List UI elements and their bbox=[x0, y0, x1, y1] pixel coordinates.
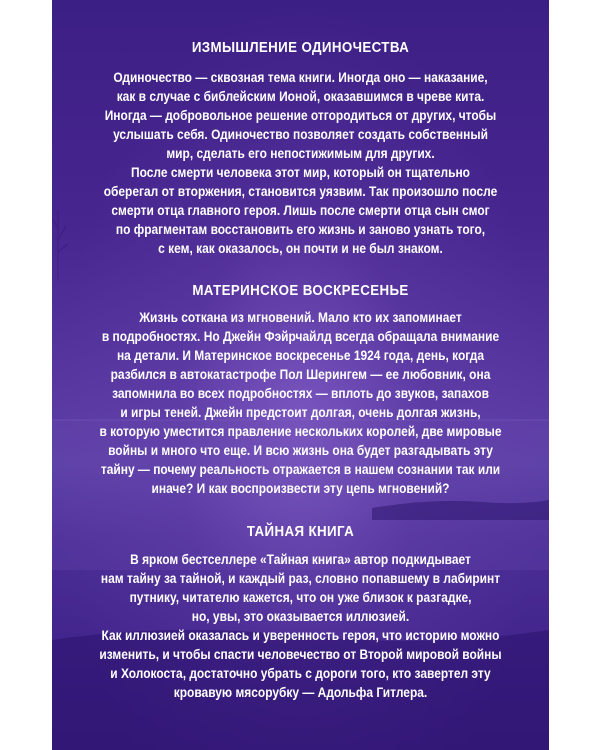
body-line: мир, сделать его непостижимым для других. bbox=[166, 146, 435, 161]
back-cover-text bbox=[52, 0, 549, 750]
body-line: с кем, как оказалось, он почти и не был знаком. bbox=[158, 241, 443, 256]
book-back-cover bbox=[52, 0, 549, 750]
body-line: кровавую мясорубку — Адольфа Гитлера. bbox=[173, 685, 428, 700]
body-line: но, увы, это оказывается иллюзией. bbox=[191, 609, 410, 624]
section-body-3 bbox=[52, 550, 549, 702]
section-heading-1: ИЗМЫШЛЕНИЕ ОДИНОЧЕСТВА bbox=[191, 40, 410, 56]
section-heading-3: ТАЙНАЯ КНИГА bbox=[246, 524, 355, 540]
body-line: и игры теней. Джейн предстоит долгая, очень долгая жизнь, bbox=[120, 405, 481, 420]
body-line: изменить, и чтобы спасти человечество от Второй мировой войны bbox=[99, 647, 502, 662]
body-line: нам тайну за тайной, и каждый раз, словно попавшему в лабиринт bbox=[100, 571, 501, 586]
body-line: смерти отца главного героя. Лишь после смерти отца сын смог bbox=[111, 203, 490, 218]
body-line: войны и много что еще. И всю жизнь она будет разгадывать эту bbox=[108, 443, 493, 458]
body-line: путнику, читателю кажется, что он уже близок к разгадке, bbox=[129, 590, 472, 605]
section-body-1 bbox=[52, 68, 549, 258]
body-line: тайну — почему реальность отражается в нашем сознании так или bbox=[100, 462, 501, 477]
body-line: После смерти человека этот мир, который он тщательно bbox=[131, 165, 470, 180]
section-heading-2: МАТЕРИНСКОЕ ВОСКРЕСЕНЬЕ bbox=[192, 283, 409, 299]
body-line: услышать себя. Одиночество позволяет создать собственный bbox=[113, 127, 488, 142]
body-line: по фрагментам восстановить его жизнь и заново узнать того, bbox=[115, 222, 486, 237]
body-line: в которую уместится правление нескольких королей, две мировые bbox=[99, 424, 502, 439]
body-line: как в случае с библейским Ионой, оказавшимся в чреве кита. bbox=[116, 89, 485, 104]
body-line: Иногда — добровольное решение отгородиться от других, чтобы bbox=[104, 108, 497, 123]
body-line: запомнила во всех подробностях — вплоть до звуков, запахов bbox=[112, 386, 489, 401]
body-line: и Холокоста, достаточно убрать с дороги того, кто завертел эту bbox=[110, 666, 491, 681]
section-body-2 bbox=[52, 308, 549, 498]
body-line: иначе? И как воспроизвести эту цепь мгновений? bbox=[151, 481, 450, 496]
body-line: разбился в автокатастрофе Пол Шерингем — ее любовник, она bbox=[110, 367, 491, 382]
body-line: Как иллюзией оказалась и уверенность героя, что историю можно bbox=[101, 628, 500, 643]
body-line: оберегал от вторжения, становится уязвим. Так произошло после bbox=[103, 184, 498, 199]
body-line: В ярком бестселлере «Тайная книга» автор подкидывает bbox=[130, 552, 471, 567]
body-line: Одиночество — сквозная тема книги. Иногда оно — наказание, bbox=[113, 70, 488, 85]
body-line: на детали. И Материнское воскресенье 1924 года, день, когда bbox=[116, 348, 485, 363]
body-line: в подробностях. Но Джейн Фэйрчайлд всегда обращала внимание bbox=[101, 329, 500, 344]
body-line: Жизнь соткана из мгновений. Мало кто их запоминает bbox=[139, 310, 462, 325]
